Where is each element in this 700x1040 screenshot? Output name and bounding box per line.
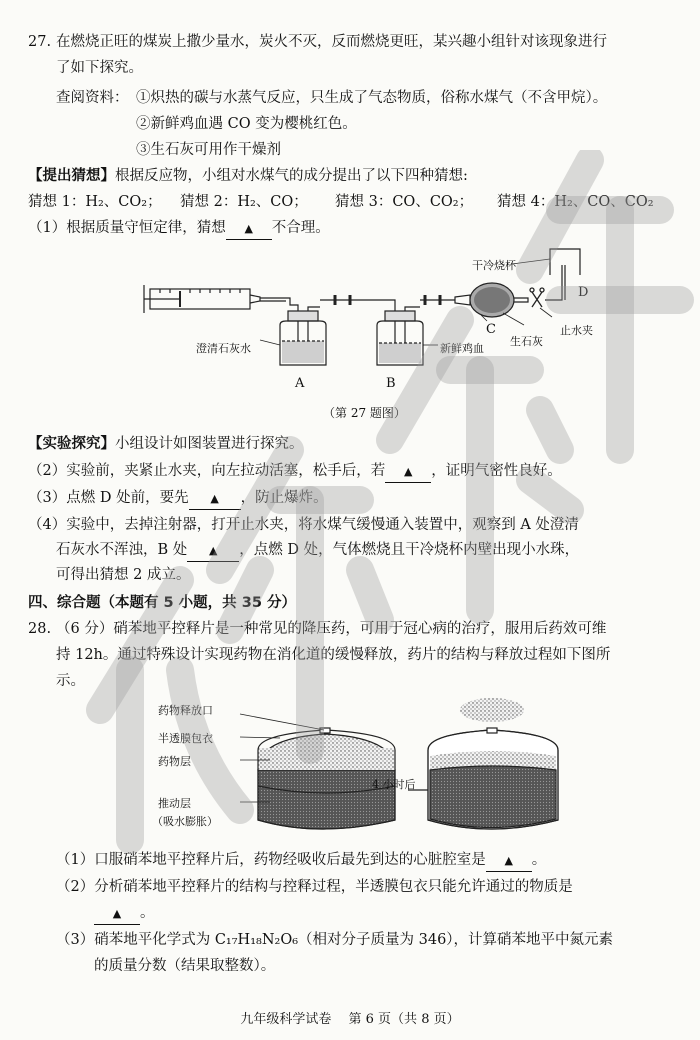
q27-stem-line2: 了如下探究。 bbox=[56, 60, 143, 76]
released-drug-cloud-icon bbox=[460, 698, 524, 722]
answer-blank[interactable] bbox=[226, 218, 272, 240]
answer-blank[interactable] bbox=[189, 488, 241, 510]
q28-number: 28. bbox=[28, 621, 52, 637]
hypothesis-1: 猜想 1：H₂、CO₂； bbox=[28, 194, 162, 210]
hypothesis-intro: 根据反应物，小组对水煤气的成分提出了以下四种猜想: bbox=[115, 168, 468, 184]
q27-experiment bbox=[28, 434, 304, 454]
q28-part3-line2: 的质量分数（结果取整数）。 bbox=[94, 958, 276, 974]
q27-reference-3: ③生石灰可用作干燥剂 bbox=[136, 142, 281, 158]
label-chicken-blood: 新鲜鸡血 bbox=[440, 342, 484, 355]
blank-mark: ▲ bbox=[244, 222, 253, 235]
q27-part3 bbox=[28, 488, 328, 510]
q28-part2-line2 bbox=[94, 903, 155, 925]
blank-mark: ▲ bbox=[209, 544, 218, 557]
q28-part2-line1: （2）分析硝苯地平控释片的结构与控释过程，半透膜包衣只能允许通过的物质是 bbox=[56, 879, 573, 895]
label-drug-outlet: 药物释放口 bbox=[158, 704, 213, 717]
section-4-heading: 四、综合题（本题有 5 小题，共 35 分） bbox=[28, 595, 296, 611]
tablet-after-icon bbox=[428, 728, 558, 829]
q27-hypothesis bbox=[28, 166, 468, 186]
q28-stem-line2: 持 12h。通过特殊设计实现药物在消化道的缓慢释放，药片的结构与释放过程如下图所 bbox=[56, 647, 611, 663]
q28-part1-text: （1）口服硝苯地平控释片后，药物经吸收后最先到达的心脏腔室是 bbox=[56, 852, 486, 868]
label-limewater: 澄清石灰水 bbox=[196, 342, 251, 355]
page-footer: 九年级科学试卷 第 6 页（共 8 页） bbox=[240, 1012, 460, 1027]
q27-part4-line3: 可得出猜想 2 成立。 bbox=[56, 567, 191, 583]
hypothesis-4: 猜想 4：H₂、CO、CO₂ bbox=[497, 194, 654, 210]
nozzle-d bbox=[545, 265, 565, 300]
experiment-heading: 【实验探究】 bbox=[28, 436, 115, 452]
q27-part2-text: （2）实验前，夹紧止水夹，向左拉动活塞，松手后，若 bbox=[28, 463, 386, 479]
label-beaker: 干冷烧杯 bbox=[472, 259, 516, 272]
blank-mark: ▲ bbox=[112, 907, 122, 920]
q27-stem-line1: 在燃烧正旺的煤炭上撒少量水，炭火不灭，反而燃烧更旺，某兴趣小组针对该现象进行 bbox=[56, 34, 607, 50]
q27-part2 bbox=[28, 461, 562, 483]
q27-reference-2: ②新鲜鸡血遇 CO 变为樱桃红色。 bbox=[136, 116, 357, 132]
experiment-intro: 小组设计如图装置进行探究。 bbox=[115, 436, 304, 452]
q27-part4-text2: ，点燃 D 处，气体燃烧且干冷烧杯内壁出现小水珠， bbox=[239, 542, 580, 558]
q27-part3-end: ，防止爆炸。 bbox=[240, 490, 328, 506]
q28-part3-line1: （3）硝苯地平化学式为 C₁₇H₁₈N₂O₆（相对分子质量为 346），计算硝苯地平中氮元素 bbox=[56, 932, 614, 948]
answer-blank[interactable] bbox=[187, 540, 239, 562]
hypothesis-3: 猜想 3：CO、CO₂； bbox=[335, 194, 474, 210]
q27-reference-1: ①炽热的碳与水蒸气反应，只生成了气态物质，俗称水煤气（不含甲烷）。 bbox=[136, 90, 608, 106]
blank-mark: ▲ bbox=[404, 465, 413, 478]
q28-part2-end: 。 bbox=[140, 905, 155, 921]
q27-reference-label: 查阅资料： bbox=[56, 90, 129, 106]
label-a: A bbox=[295, 376, 305, 391]
q27-part2-end: ，证明气密性良好。 bbox=[431, 463, 562, 479]
bottle-b-icon bbox=[377, 311, 423, 365]
label-clamp: 止水夹 bbox=[560, 324, 593, 337]
q28-part1-end: 。 bbox=[531, 852, 547, 868]
bottle-a-icon bbox=[280, 311, 326, 365]
q27-apparatus-figure bbox=[140, 245, 620, 430]
label-d: D bbox=[578, 285, 589, 300]
q28-stem-line1: （6 分）硝苯地平控释片是一种常见的降压药，可用于冠心病的治疗，服用后药效可维 bbox=[56, 621, 607, 637]
blank-mark: ▲ bbox=[210, 492, 219, 505]
figure-caption: （第 27 题图） bbox=[323, 406, 406, 420]
label-b: B bbox=[386, 376, 396, 391]
label-semipermeable-coat: 半透膜包衣 bbox=[158, 732, 213, 745]
label-quicklime: 生石灰 bbox=[510, 335, 543, 348]
q27-part4-line1: （4）实验中，去掉注射器，打开止水夹，将水煤气缓慢通入装置中，观察到 A 处澄清 bbox=[28, 517, 579, 533]
q27-part3-text: （3）点燃 D 处前，要先 bbox=[28, 490, 189, 506]
answer-blank[interactable] bbox=[94, 903, 140, 925]
hypothesis-heading: 【提出猜想】 bbox=[28, 168, 115, 184]
label-push-layer: 推动层 bbox=[158, 797, 191, 810]
q27-part1 bbox=[28, 218, 330, 240]
q27-part4-text: 石灰水不浑浊，B 处 bbox=[56, 542, 188, 558]
label-push-note: （吸水膨胀） bbox=[152, 815, 218, 828]
q27-part1-text: （1）根据质量守恒定律，猜想 bbox=[28, 220, 226, 236]
label-after-4-hours: 4 小时后 bbox=[372, 778, 416, 791]
q28-part1 bbox=[56, 850, 546, 872]
q27-number: 27. bbox=[28, 34, 52, 50]
syringe-icon bbox=[144, 285, 260, 313]
label-c: C bbox=[486, 322, 496, 337]
answer-blank[interactable] bbox=[486, 850, 532, 872]
q27-part4-line2 bbox=[56, 540, 579, 562]
label-drug-layer: 药物层 bbox=[158, 755, 191, 768]
q28-stem-line3: 示。 bbox=[56, 673, 85, 689]
stop-clamp-icon bbox=[530, 288, 544, 307]
answer-blank[interactable] bbox=[385, 461, 431, 483]
hypothesis-2: 猜想 2：H₂、CO； bbox=[180, 194, 308, 210]
drying-tube-c-icon bbox=[455, 283, 528, 317]
q27-part1-end: 不合理。 bbox=[271, 220, 330, 236]
blank-mark: ▲ bbox=[504, 854, 513, 867]
